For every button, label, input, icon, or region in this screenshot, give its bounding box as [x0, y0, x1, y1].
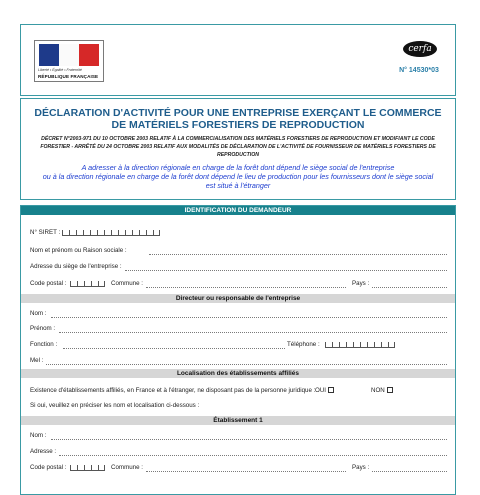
- est-commune-field[interactable]: [146, 471, 346, 472]
- french-flag-icon: [39, 44, 99, 66]
- address-label: Adresse du siège de l'entreprise :: [30, 263, 122, 270]
- est-country-label: Pays :: [352, 464, 370, 471]
- est-commune-label: Commune :: [111, 464, 143, 471]
- fonction-label: Fonction :: [30, 341, 58, 348]
- section-director: Directeur ou responsable de l'entreprise: [21, 294, 455, 303]
- postal-code-input[interactable]: [70, 281, 105, 287]
- siret-label: N° SIRET :: [30, 229, 61, 236]
- commune-field[interactable]: [146, 287, 346, 288]
- logo-motto: Liberté • Égalité • Fraternité: [38, 68, 82, 72]
- non-checkbox[interactable]: [387, 387, 393, 393]
- est-adresse-label: Adresse :: [30, 448, 57, 455]
- telephone-label: Téléphone :: [287, 341, 320, 348]
- postal-label: Code postal :: [30, 280, 67, 287]
- name-label: Nom et prénom ou Raison sociale :: [30, 247, 127, 254]
- address-line-1: A adresser à la direction régionale en charge de la forêt dont dépend le siège social de l'entreprise: [81, 163, 395, 172]
- title-box: [20, 98, 456, 200]
- mel-label: Mel :: [30, 357, 44, 364]
- nom-field[interactable]: [51, 317, 447, 318]
- address-field[interactable]: [125, 270, 447, 271]
- document-title: DÉCLARATION D'ACTIVITÉ POUR UNE ENTREPRISE EXERÇANT LE COMMERCE DE MATÉRIELS FORESTIERS DE REPRODUCTION: [34, 107, 442, 131]
- non-label: NON: [371, 387, 385, 394]
- section-establishment-1: Établissement 1: [21, 416, 455, 425]
- oui-checkbox[interactable]: [328, 387, 334, 393]
- nom-label: Nom :: [30, 310, 47, 317]
- siret-input[interactable]: [62, 230, 160, 236]
- section-identification: IDENTIFICATION DU DEMANDEUR: [21, 206, 455, 215]
- est-country-field[interactable]: [372, 471, 447, 472]
- form-box: [20, 205, 456, 495]
- affiliates-question: Existence d'établissements affiliés, en France et à l'étranger, ne disposant pas de la personne juridique :: [30, 387, 316, 394]
- address-line-2: ou à la direction régionale en charge de la forêt dont dépend le lieu de production pour les fournisseurs dont le siège social est situé à l'étranger: [42, 172, 434, 190]
- fonction-field[interactable]: [63, 348, 285, 349]
- cerfa-logo: cerfa: [403, 41, 437, 57]
- prenom-field[interactable]: [59, 332, 447, 333]
- logo-republic: RÉPUBLIQUE FRANÇAISE: [38, 74, 99, 79]
- section-location: Localisation des établissements affiliés: [21, 369, 455, 378]
- non-option[interactable]: [371, 387, 393, 394]
- affiliates-instruction: Si oui, veuillez en préciser les nom et localisation ci-dessous :: [30, 402, 200, 409]
- decree-reference: DÉCRET N°2003-971 DU 10 OCTOBRE 2003 RELATIF À LA COMMERCIALISATION DES MATÉRIELS FORESTIERS DE REPRODUCTION ET MODIFIANT LE CODE FORESTIER - ARRÊTÉ DU 24 OCTOBRE 2003 RELATIF AUX MODALITÉS DE DÉCLARATION DE L'ACTIVITÉ DE FOURNISSEUR DE MATÉRIELS FORESTIERS DE REPRODUCTION: [40, 136, 436, 158]
- address-note: [39, 163, 437, 190]
- name-field[interactable]: [149, 254, 447, 255]
- country-label: Pays :: [352, 280, 370, 287]
- cerfa-number: N° 14530*03: [399, 67, 439, 74]
- est-postal-label: Code postal :: [30, 464, 67, 471]
- country-field[interactable]: [372, 287, 447, 288]
- oui-option[interactable]: [315, 387, 334, 394]
- est-postal-code-input[interactable]: [70, 465, 105, 471]
- prenom-label: Prénom :: [30, 325, 56, 332]
- marianne-logo: [34, 40, 104, 82]
- oui-label: OUI: [315, 387, 327, 394]
- est-nom-field[interactable]: [51, 439, 447, 440]
- telephone-input[interactable]: [325, 342, 395, 348]
- est-nom-label: Nom :: [30, 432, 47, 439]
- mel-field[interactable]: [46, 364, 447, 365]
- commune-label: Commune :: [111, 280, 143, 287]
- est-adresse-field[interactable]: [59, 455, 447, 456]
- header-box: [20, 24, 456, 96]
